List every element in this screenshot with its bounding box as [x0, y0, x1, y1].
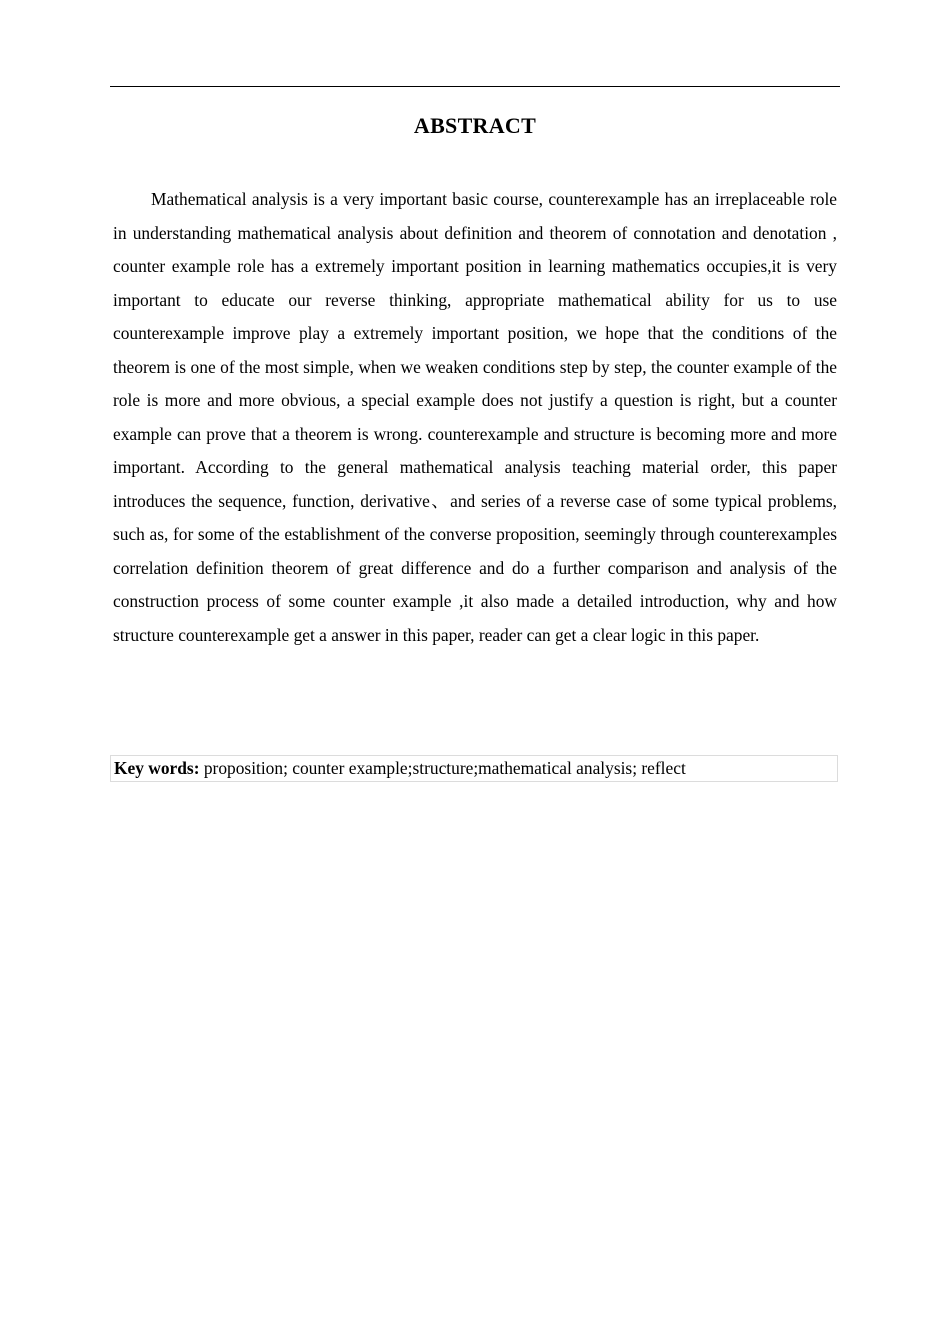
header-rule	[110, 86, 840, 87]
keywords-row	[110, 755, 838, 782]
keywords-label: Key words:	[114, 758, 200, 778]
page-title: ABSTRACT	[413, 113, 537, 138]
abstract-paragraph: Mathematical analysis is a very important basic course, counterexample has an irreplaceable role in understanding mathematical analysis about definition and theorem of connotation and denotation , counter example role has a extremely important position in learning mathematics occupies,it is very important to educate our reverse thinking, appropriate mathematical ability for us to use counterexample improve play a extremely important position, we hope that the conditions of the theorem is one of the most simple, when we weaken conditions step by step, the counter example of the role is more and more obvious, a special example does not justify a question is right, but a counter example can prove that a theorem is wrong. counterexample and structure is becoming more and more important. According to the general mathematical analysis teaching material order, this paper introduces the sequence, function, derivative、and series of a reverse case of some typical problems, such as, for some of the establishment of the converse proposition, seemingly through counterexamples correlation definition theorem of great difference and do a further comparison and analysis of the construction process of some counter example ,it also made a detailed introduction, why and how structure counterexample get a answer in this paper, reader can get a clear logic in this paper.	[113, 189, 837, 645]
keywords-text: proposition; counter example;structure;mathematical analysis; reflect	[199, 758, 686, 778]
